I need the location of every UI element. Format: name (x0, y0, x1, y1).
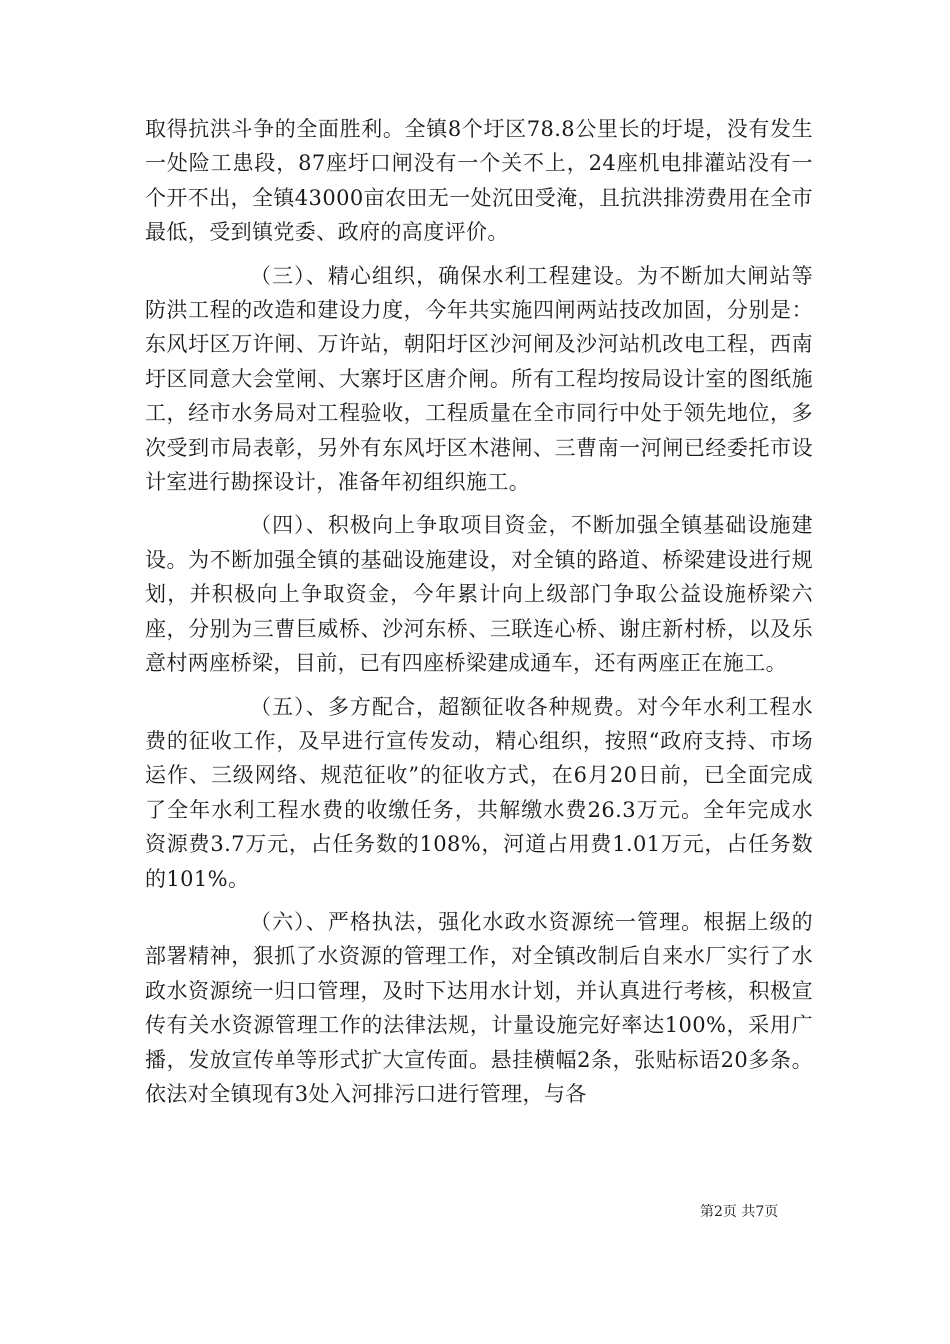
paragraph-3: （四）、积极向上争取项目资金，不断加强全镇基础设施建设。为不断加强全镇的基础设施建设，对全镇的路道、桥梁建设进行规划，并积极向上争取资金，今年累计向上级部门争取公益设施桥梁六座，分别为三曹巨威桥、沙河东桥、三联连心桥、谢庄新村桥，以及乐意村两座桥梁，目前，已有四座桥梁建成通车，还有两座正在施工。 (145, 513, 813, 676)
paragraph-1: 取得抗洪斗争的全面胜利。全镇8个圩区78.8公里长的圩堤，没有发生一处险工患段，87座圩口闸没有一个关不上，24座机电排灌站没有一个开不出，全镇43000亩农田无一处沉田受淹，且抗洪排涝费用在全市最低，受到镇党委、政府的高度评价。 (145, 117, 814, 245)
paragraph-2: （三）、精心组织，确保水利工程建设。为不断加大闸站等防洪工程的改造和建设力度，今年共实施四闸两站技改加固，分别是：东风圩区万许闸、万许站，朝阳圩区沙河闸及沙河站机改电工程，西南圩区同意大会堂闸、大寨圩区唐介闸。所有工程均按局设计室的图纸施工，经市水务局对工程验收，工程质量在全市同行中处于领先地位，多次受到市局表彰，另外有东风圩区木港闸、三曹南一河闸已经委托市设计室进行勘探设计，准备年初组织施工。 (145, 263, 813, 495)
body-text (145, 112, 813, 1111)
paragraph-4: （五）、多方配合，超额征收各种规费。对今年水利工程水费的征收工作，及早进行宣传发动，精心组织，按照“政府支持、市场运作、三级网络、规范征收”的征收方式，在6月20日前，已全面完成了全年水利工程水费的收缴任务，共解缴水费26.3万元。全年完成水资源费3.7万元，占任务数的108%，河道占用费1.01万元，占任务数的101%。 (145, 694, 813, 891)
paragraph-5: （六）、严格执法，强化水政水资源统一管理。根据上级的部署精神，狠抓了水资源的管理工作，对全镇改制后自来水厂实行了水政水资源统一归口管理，及时下达用水计划，并认真进行考核，积极宣传有关水资源管理工作的法律法规，计量设施完好率达100%，采用广播，发放宣传单等形式扩大宣传面。悬挂横幅2条，张贴标语20多条。依法对全镇现有3处入河排污口进行管理，与各 (145, 909, 813, 1106)
page-number: 第2页 共7页 (700, 1204, 779, 1220)
